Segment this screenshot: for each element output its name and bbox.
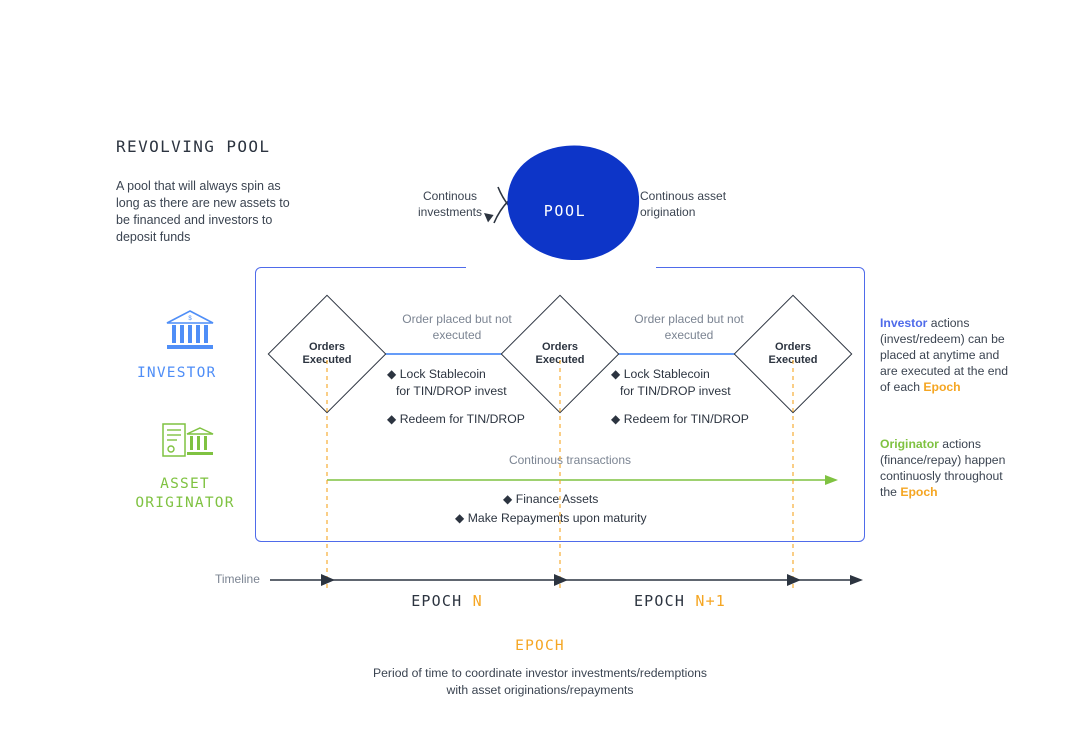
epoch-value-n: N — [472, 592, 483, 610]
investor-bullet-1b: ◆ Redeem for TIN/DROP — [387, 412, 525, 426]
investor-bullet-1a-cont: for TIN/DROP invest — [396, 384, 507, 398]
order-caption-2: Order placed but not executed — [634, 312, 744, 342]
footer-description — [0, 665, 1080, 699]
pool-label: POOL — [543, 202, 587, 220]
epoch-value-n1: N+1 — [695, 592, 727, 610]
originator-bullet-2: ◆ Make Repayments upon maturity — [455, 511, 647, 525]
node-2-line2: Executed — [535, 354, 585, 366]
note-originator-text: actions (finance/repay) happen continuosly throughout the — [880, 437, 1006, 499]
pool-caption-left: Continous investments — [417, 189, 483, 219]
originator-bullet-1: ◆ Finance Assets — [503, 492, 599, 506]
page-title: REVOLVING POOL — [116, 137, 271, 156]
timeline-label: Timeline — [215, 572, 260, 586]
frame-top-gap — [466, 260, 656, 276]
investor-bullet-2b: ◆ Redeem for TIN/DROP — [611, 412, 749, 426]
node-1-line2: Executed — [302, 354, 352, 366]
pool-caption-right: Continous asset origination — [640, 189, 727, 219]
continuous-transactions-label: Continous transactions — [508, 453, 632, 467]
actor-investor-label: INVESTOR — [137, 365, 217, 381]
investor-bullet-2a: ◆ Lock Stablecoin — [611, 367, 710, 381]
actor-originator-line1: ASSET — [160, 476, 210, 492]
footer-desc-line2: with asset originations/repayments — [446, 683, 634, 697]
actor-originator-line2: ORIGINATOR — [135, 495, 235, 511]
order-caption-1: Order placed but not executed — [402, 312, 512, 342]
investor-bullet-1a: ◆ Lock Stablecoin — [387, 367, 486, 381]
svg-text:$: $ — [188, 316, 192, 322]
epoch-label-n — [402, 592, 492, 610]
footer-title: EPOCH — [515, 638, 565, 654]
investor-bullet-2a-cont: for TIN/DROP invest — [620, 384, 731, 398]
note-originator-accent: Originator — [880, 437, 939, 451]
note-investor-accent: Investor — [880, 316, 928, 330]
epoch-boundaries — [0, 300, 1080, 600]
node-3-line1: Orders — [774, 341, 812, 353]
epoch-word-2: EPOCH — [633, 592, 686, 610]
epoch-label-n1 — [625, 592, 735, 610]
page-description: A pool that will always spin as long as there are new assets to be financed and investors to deposit funds — [116, 179, 290, 244]
epoch-word-1: EPOCH — [411, 592, 463, 610]
node-3-line2: Executed — [768, 354, 818, 366]
note-investor-text: actions (invest/redeem) can be placed at anytime and are executed at the end of each — [880, 316, 1009, 394]
note-originator-epoch: Epoch — [900, 485, 938, 499]
note-investor-epoch: Epoch — [923, 380, 961, 394]
footer-desc-line1: Period of time to coordinate investor investments/redemptions — [373, 666, 707, 680]
node-2-line1: Orders — [541, 341, 579, 353]
node-1-line1: Orders — [308, 341, 346, 353]
timeline-axis — [255, 570, 875, 594]
